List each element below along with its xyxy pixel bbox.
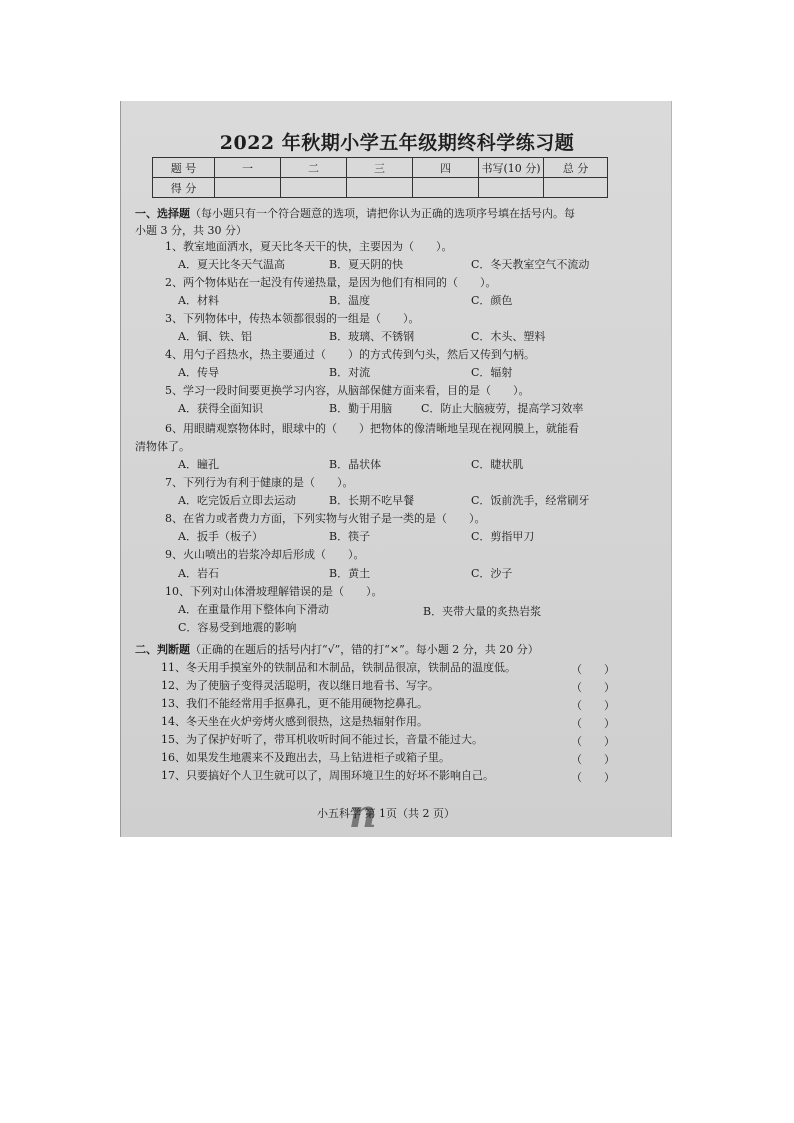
score-cell: 题 号 [153,158,215,178]
exam-paper [120,101,672,837]
score-blank [347,178,413,198]
score-blank [281,178,347,198]
q9-option-a: A．岩石 [178,567,219,580]
section1-instruction-line2: 小题 3 分，共 30 分） [135,224,247,237]
question-4: 4、用勺子舀热水，热主要通过（ ）的方式传到勺头，然后又传到勺柄。 [165,348,535,361]
question-8: 8、在省力或者费力方面，下列实物与火钳子是一类的是（ ）。 [165,512,486,525]
judge-item-13: 13、我们不能经常用手抠鼻孔，更不能用硬物挖鼻孔。 [161,697,428,710]
q8-option-b: B．筷子 [329,530,371,543]
score-blank [413,178,479,198]
q3-option-a: A．铜、铁、铝 [178,330,252,343]
score-cell: 总 分 [544,158,608,178]
q5-option-a: A．获得全面知识 [178,402,263,415]
q2-option-a: A．材料 [178,294,219,307]
q10-option-b: B．夹带大量的炙热岩浆 [423,605,542,618]
score-cell: 二 [281,158,347,178]
answer-bracket: （ ） [571,753,615,766]
judge-item-17: 17、只要搞好个人卫生就可以了，周围环境卫生的好坏不影响自己。 [161,769,494,782]
q2-option-c: C．颜色 [471,294,513,307]
q1-option-c: C．冬天教室空气不流动 [471,258,590,271]
score-cell: 四 [413,158,479,178]
question-7: 7、下列行为有利于健康的是（ ）。 [165,476,354,489]
section1-instruction-line1: （每小题只有一个符合题意的选项，请把你认为正确的选项序号填在括号内。每 [190,207,575,220]
question-6-cont: 清物体了。 [135,440,190,453]
judge-item-11: 11、冬天用手摸室外的铁制品和木制品，铁制品很凉，铁制品的温度低。 [161,661,516,674]
q5-option-b: B．勤于用脑 [329,402,393,415]
page-footer: 小五科学 第 1页（共 2 页） [317,807,455,820]
answer-bracket: （ ） [571,717,615,730]
q3-option-c: C．木头、塑料 [471,330,546,343]
q7-option-c: C．饭前洗手，经常刷牙 [471,494,590,507]
q10-option-a: A．在重量作用下整体向下滑动 [178,603,329,616]
q3-option-b: B．玻璃、不锈钢 [329,330,415,343]
q5-option-c: C．防止大脑疲劳，提高学习效率 [421,402,584,415]
answer-bracket: （ ） [571,663,615,676]
q4-option-c: C．辐射 [471,366,513,379]
handwritten-mark: n [349,791,377,836]
score-cell: 一 [215,158,281,178]
q9-option-b: B．黄土 [329,567,371,580]
score-cell: 三 [347,158,413,178]
judge-item-16: 16、如果发生地震来不及跑出去，马上钻进柜子或箱子里。 [161,751,450,764]
question-3: 3、下列物体中，传热本领都很弱的一组是（ ）。 [165,312,420,325]
question-6: 6、用眼睛观察物体时，眼球中的（ ）把物体的像清晰地呈现在视网膜上，就能看 [165,422,579,435]
score-cell: 得 分 [153,178,215,198]
answer-bracket: （ ） [571,699,615,712]
score-table-header-row [153,158,608,178]
score-table [152,157,608,198]
section1-heading: 一、选择题 [135,207,190,220]
section1-instruction [135,205,575,221]
q4-option-a: A．传导 [178,366,219,379]
question-1: 1、教室地面洒水，夏天比冬天干的快，主要因为（ ）。 [165,240,453,253]
score-cell: 书写(10 分) [479,158,544,178]
q6-option-c: C．睫状肌 [471,458,524,471]
q7-option-b: B．长期不吃早餐 [329,494,415,507]
answer-bracket: （ ） [571,771,615,784]
section2-heading: 二、判断题 [135,643,190,656]
question-2: 2、两个物体贴在一起没有传递热量，是因为他们有相同的（ ）。 [165,276,497,289]
question-5: 5、学习一段时间要更换学习内容，从脑部保健方面来看，目的是（ ）。 [165,384,530,397]
answer-bracket: （ ） [571,681,615,694]
judge-item-15: 15、为了保护好听了，带耳机收听时间不能过长，音量不能过大。 [161,733,483,746]
judge-item-12: 12、为了使脑子变得灵活聪明，夜以继日地看书、写字。 [161,679,439,692]
answer-bracket: （ ） [571,735,615,748]
q1-option-a: A．夏天比冬天气温高 [178,258,285,271]
score-blank [215,178,281,198]
q10-option-c: C．容易受到地震的影响 [178,621,297,634]
score-table-score-row [153,178,608,198]
score-blank [479,178,544,198]
judge-item-14: 14、冬天坐在火炉旁烤火感到很热，这是热辐射作用。 [161,715,428,728]
q1-option-b: B．夏天阴的快 [329,258,404,271]
section2-instruction-text: （正确的在题后的括号内打“√”，错的打“×”。每小题 2 分，共 20 分） [190,643,539,656]
q9-option-c: C．沙子 [471,567,513,580]
q6-option-a: A．瞳孔 [178,458,219,471]
page-title: 2022 年秋期小学五年级期终科学练习题 [219,132,575,154]
q8-option-a: A．扳手（板子） [178,530,263,543]
q6-option-b: B．晶状体 [329,458,382,471]
question-9: 9、火山喷出的岩浆冷却后形成（ ）。 [165,548,365,561]
section2-instruction [135,641,539,657]
q2-option-b: B．温度 [329,294,371,307]
q4-option-b: B．对流 [329,366,371,379]
q7-option-a: A．吃完饭后立即去运动 [178,494,296,507]
question-10: 10、下列对山体滑坡理解错误的是（ ）。 [165,585,383,598]
q8-option-c: C．剪指甲刀 [471,530,535,543]
score-blank [544,178,608,198]
